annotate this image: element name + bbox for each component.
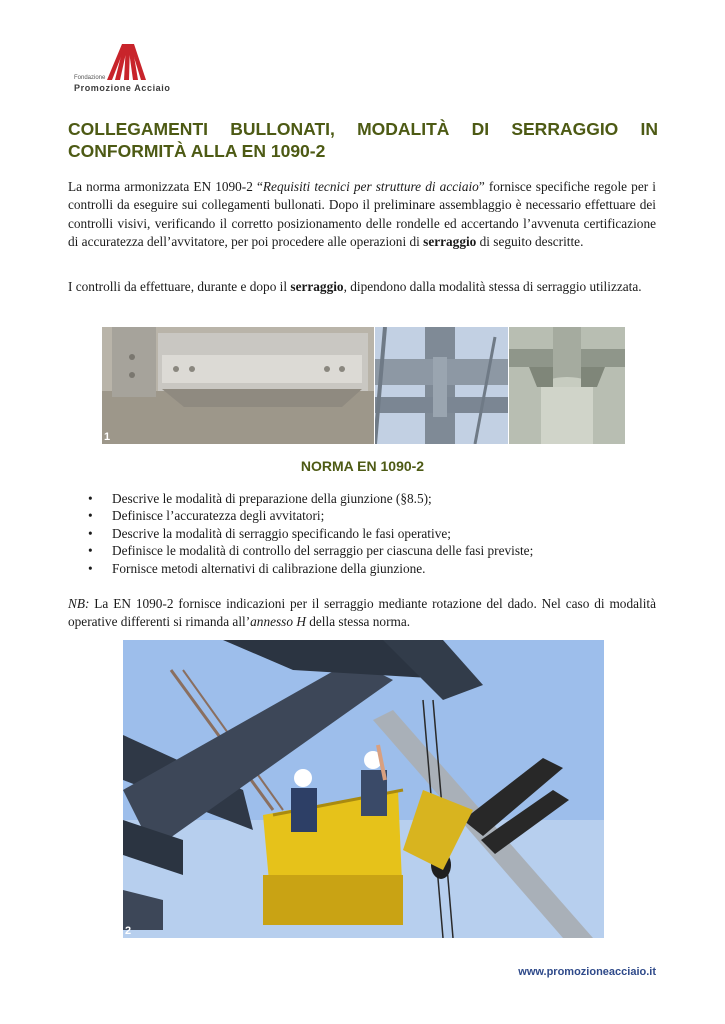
list-item: • Fornisce metodi alternativi di calibrazione della giunzione.: [88, 560, 648, 577]
nb-text-end: della stessa norma.: [305, 614, 411, 630]
intro-text-end: di seguito descritte.: [476, 233, 584, 249]
controls-paragraph: [68, 278, 656, 296]
bolted-connections-photos: [102, 327, 625, 444]
norm-bullet-list: [88, 490, 648, 577]
list-item: • Definisce l’accuratezza degli avvitatori;: [88, 507, 648, 524]
steel-stripes-icon: [104, 44, 146, 80]
list-item: • Descrive la modalità di serraggio specificando le fasi operative;: [88, 525, 648, 542]
photo-column-base: [509, 327, 625, 444]
logo-foundation-label: Fondazione: [74, 75, 106, 81]
intro-paragraph: [68, 178, 656, 251]
nb-label: NB:: [68, 596, 90, 611]
nb-text-start: La EN 1090-2 fornisce indicazioni per il serraggio mediante rotazione del dado. Nel caso di modalità operative differenti si rimanda all’: [68, 596, 656, 630]
controls-text-end: , dipendono dalla modalità stessa di serraggio utilizzata.: [343, 279, 642, 294]
list-item: • Descrive le modalità di preparazione della giunzione (§8.5);: [88, 490, 648, 507]
annex-reference: annesso H: [250, 614, 306, 630]
intro-text-start: La norma armonizzata EN 1090-2 “: [68, 179, 263, 194]
footer-website[interactable]: www.promozioneacciaio.it: [518, 966, 656, 978]
intro-bold-term: serraggio: [423, 233, 477, 249]
norm-title: Requisiti tecnici per strutture di acciaio: [262, 179, 479, 194]
list-item: • Definisce le modalità di controllo del serraggio per ciascuna delle fasi previste;: [88, 542, 648, 559]
photo-number: 1: [104, 431, 111, 443]
section-heading: NORMA EN 1090-2: [300, 458, 425, 474]
logo-name: Promozione Acciaio: [74, 83, 171, 93]
intro-text-middle: ” fornisce specifiche regole per i controlli da eseguire sui collegamenti bullonati. Dopo il preliminare assemblaggio è necessario effettuare dei controlli visivi, verificando il corretto posizionamento delle rondelle ed accertando l’avvenuta certificazione di accuratezza dell’avvitatore, per poi procedere alle operazioni di: [68, 179, 656, 249]
controls-bold-term: serraggio: [290, 279, 344, 294]
photo-number: 2: [125, 925, 132, 937]
photo-workers-on-lift: [123, 640, 604, 938]
page-title: COLLEGAMENTI BULLONATI, MODALITÀ DI SERRAGGIO IN CONFORMITÀ ALLA EN 1090-2: [68, 119, 658, 161]
photo-beam-connection: [102, 327, 374, 444]
controls-text-start: I controlli da effettuare, durante e dopo il: [68, 279, 291, 294]
photo-steel-frame: [375, 327, 508, 444]
nb-paragraph: [68, 595, 656, 632]
logo: [72, 44, 182, 94]
